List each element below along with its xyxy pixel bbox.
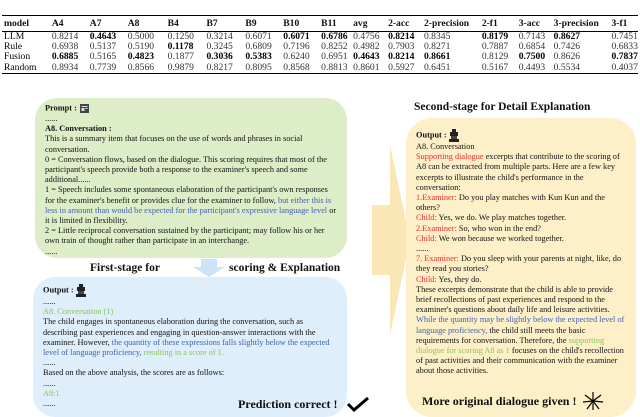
table-cell: 0.7837 <box>611 51 638 63</box>
model-name: LLM <box>4 31 25 42</box>
dialogue-excerpts <box>416 193 626 244</box>
dialogue-line <box>416 193 626 213</box>
column-header: A4 <box>51 18 64 29</box>
table-cell: 0.5927 <box>388 61 415 73</box>
table-cell: 0.3214 <box>206 31 233 42</box>
fireworks-icon <box>582 391 604 411</box>
score-1-criterion: 1 = Speech includes some spontaneous elaboration of the participant's own responses for the examiner's benefit or provides clue for the examiner to follow, but either this is less in amount than would be expected for the participant's expressive language level or it is limited in flexibility. <box>45 185 337 226</box>
table-cell: 0.8214 <box>388 51 415 63</box>
footer-note: More original dialogue given ! <box>422 391 604 411</box>
speaker: Child: <box>416 274 437 284</box>
intro: Supporting dialogue excerpts that contribute to the scoring of A8 can be extracted from multiple parts. Here are a few key excerpts to illustrate the child's performance in the conversation: <box>416 152 620 192</box>
table-cell: 0.7451 <box>611 31 638 42</box>
table-cell: 0.6885 <box>51 51 79 63</box>
utterance: Yes, we do. We play matches together. <box>438 213 567 223</box>
column-header: 3-f1 <box>611 18 628 29</box>
model-name: Random <box>4 61 37 73</box>
table-cell: 0.6809 <box>245 41 272 53</box>
item-heading: A8. Conversation : <box>45 124 112 134</box>
table-cell: 0.6071 <box>245 31 272 42</box>
stage1-label-left: First-stage for <box>90 262 160 274</box>
table-cell: 0.3245 <box>206 41 233 53</box>
item-name: A8. Conversation <box>416 142 475 151</box>
dialogue-line <box>416 224 626 234</box>
utterance: So, who won in the end? <box>458 223 541 233</box>
conclusion: These excerpts demonstrate that the child is able to provide brief recollections of past experiences and respond to the examiner's questions about daily life and leisure activities. While the quantity may be slightly below the expected level of language proficiency, the child still meets the basic requirements for conversation. Therefore, the supporting dialogue for scoring A8 as 1 focuses on the child's recollection of past activities and their communication with the examiner about those activities. <box>416 284 625 376</box>
column-header: B7 <box>206 18 218 29</box>
robot-icon <box>449 129 459 142</box>
table-cell: 0.8626 <box>553 51 581 63</box>
table-cell: 0.8661 <box>423 51 451 63</box>
table-cell: 0.7426 <box>553 41 581 53</box>
utterance: Do you play matches with Kun Kun and the others? <box>416 193 605 213</box>
table-cell: 0.7196 <box>283 41 310 53</box>
table-cell: 0.4643 <box>353 51 380 63</box>
table-cell: 0.6786 <box>321 31 348 42</box>
robot-icon <box>76 284 86 297</box>
table-cell: 0.5534 <box>553 61 581 73</box>
speaker: 1.Examiner: <box>416 193 457 203</box>
output-label: Output : <box>43 285 74 295</box>
table-cell: 0.8568 <box>283 61 310 73</box>
table-cell: 0.6833 <box>611 41 638 53</box>
right-arrow-icon <box>372 145 410 335</box>
column-header: B9 <box>245 18 257 29</box>
table-cell: 0.8271 <box>423 41 451 53</box>
utterance: Do you sleep with your parents at night, like, do they read you stories? <box>416 254 622 274</box>
table-cell: 0.6240 <box>283 51 310 63</box>
output-label: Output : <box>416 130 447 140</box>
column-header: 2-acc <box>388 18 410 29</box>
score-2-criterion: 2 = Little reciprocal conversation sustained by the participant; may follow his or her own train of thought rather than participate in an interchange. <box>45 226 325 246</box>
table-cell: 0.7903 <box>388 41 415 53</box>
column-header: B4 <box>167 18 179 29</box>
dialogue-line <box>416 213 626 223</box>
table-cell: 0.6071 <box>283 31 310 42</box>
table-row <box>2 63 638 74</box>
explanation: The child engages in spontaneous elaboration during the conversation, such as describing past experiences and engaging in question-answer interactions with the examiner. However, the quantity of these expressions falls slightly below the expected level of language proficiency, resulting in a score of 1. <box>43 317 330 358</box>
table-cell: 0.4982 <box>353 41 380 53</box>
second-stage-output-box <box>406 118 636 417</box>
ellipsis: ...... <box>416 244 429 254</box>
results-table <box>2 15 638 74</box>
ellipsis: ...... <box>43 297 56 306</box>
prediction-verdict: Prediction correct ! <box>238 396 370 412</box>
item-score: A8. Conversation (1) <box>43 307 114 317</box>
table-cell: 0.4493 <box>518 61 546 73</box>
column-header: A8 <box>127 18 140 29</box>
table-cell: 0.5190 <box>127 41 155 53</box>
table-cell: 0.8129 <box>481 51 509 63</box>
table-cell: 0.3036 <box>206 51 233 63</box>
table-cell: 0.5000 <box>127 31 155 42</box>
table-cell: 0.8214 <box>388 31 415 42</box>
final-score: A8:1 <box>43 388 60 398</box>
checkmark-icon <box>346 396 370 412</box>
dialogue-line <box>416 275 626 285</box>
table-cell: 0.5137 <box>89 41 117 53</box>
table-cell: 0.6451 <box>423 61 451 73</box>
column-header: model <box>4 18 30 29</box>
model-name: Fusion <box>4 51 31 63</box>
table-cell: 0.7739 <box>89 61 117 73</box>
table-cell: 0.8214 <box>51 31 79 42</box>
ellipsis: ...... <box>43 358 56 368</box>
column-header: avg <box>353 18 368 29</box>
column-header: 2-f1 <box>481 18 498 29</box>
table-cell: 0.4643 <box>89 31 117 42</box>
table-cell: 0.5165 <box>89 51 117 63</box>
prompt-label: Prompt : <box>45 103 77 113</box>
speaker: 7. Examiner: <box>416 254 459 264</box>
stage1-label-right: scoring & Explanation <box>229 262 341 274</box>
ellipsis: ...... <box>43 399 56 409</box>
score-0-criterion: 0 = Conversation flows, based on the dialogue. This scoring requires that most of the participant's speech provide both a response to the examiner's speech and some additional...... <box>45 154 327 185</box>
speaker: Child: <box>416 233 437 243</box>
table-cell: 0.1877 <box>167 51 194 63</box>
dialogue-line <box>416 234 626 244</box>
table-cell: 0.4823 <box>127 51 155 63</box>
table-cell: 0.1250 <box>167 31 194 42</box>
table-cell: 0.8934 <box>51 61 79 73</box>
table-cell: 0.5167 <box>481 61 509 73</box>
table-cell: 0.8345 <box>423 31 451 42</box>
table-cell: 0.8627 <box>553 31 581 42</box>
column-header: B11 <box>321 18 337 29</box>
table-header-row <box>2 16 638 32</box>
table-cell: 0.8601 <box>353 61 380 73</box>
table-cell: 0.9879 <box>167 61 194 73</box>
column-header: 2-precision <box>423 18 470 29</box>
table-cell: 0.4756 <box>353 31 380 42</box>
table-cell: 0.5383 <box>245 51 272 63</box>
utterance: Yes, they do. <box>438 274 482 284</box>
table-cell: 0.7143 <box>518 31 546 42</box>
table-cell: 0.6951 <box>321 51 348 63</box>
table-cell: 0.7887 <box>481 41 509 53</box>
summary-line: Based on the above analysis, the scores are as follows: <box>43 368 225 378</box>
dialogue-line <box>416 254 626 274</box>
first-stage-output-box <box>33 277 347 417</box>
column-header: A7 <box>89 18 102 29</box>
highlight-criterion: but either this is less in amount than would be expected for the participant's expressive language level <box>45 195 332 215</box>
table-cell: 0.8179 <box>481 31 509 42</box>
table-cell: 0.6938 <box>51 41 79 53</box>
table-cell: 0.7500 <box>518 51 546 63</box>
down-arrow-icon <box>193 259 225 277</box>
column-header: 3-precision <box>553 18 599 29</box>
ellipsis: ...... <box>43 378 56 388</box>
table-cell: 0.8813 <box>321 61 348 73</box>
table-cell: 0.4037 <box>611 61 638 73</box>
table-cell: 0.1178 <box>167 41 194 53</box>
column-header: 3-acc <box>518 18 541 29</box>
model-name: Rule <box>4 41 23 53</box>
column-header: B10 <box>283 18 300 29</box>
utterance: We won because we worked together. <box>438 233 564 243</box>
table-cell: 0.8252 <box>321 41 348 53</box>
dialogue-excerpts <box>416 254 626 285</box>
ellipsis: ...... <box>45 246 58 256</box>
table-cell: 0.8566 <box>127 61 155 73</box>
speaker: Child: <box>416 213 437 223</box>
table-cell: 0.8217 <box>206 61 233 73</box>
table-cell: 0.6854 <box>518 41 546 53</box>
item-description: This is a summary item that focuses on the use of words and phrases in social conversation. <box>45 134 303 154</box>
table-cell: 0.8095 <box>245 61 272 73</box>
document-icon <box>79 103 90 114</box>
prompt-box <box>35 98 347 258</box>
speaker: 2.Examiner: <box>416 223 457 233</box>
stage2-title: Second-stage for Detail Explanation <box>414 101 591 113</box>
ellipsis: ...... <box>45 114 58 123</box>
